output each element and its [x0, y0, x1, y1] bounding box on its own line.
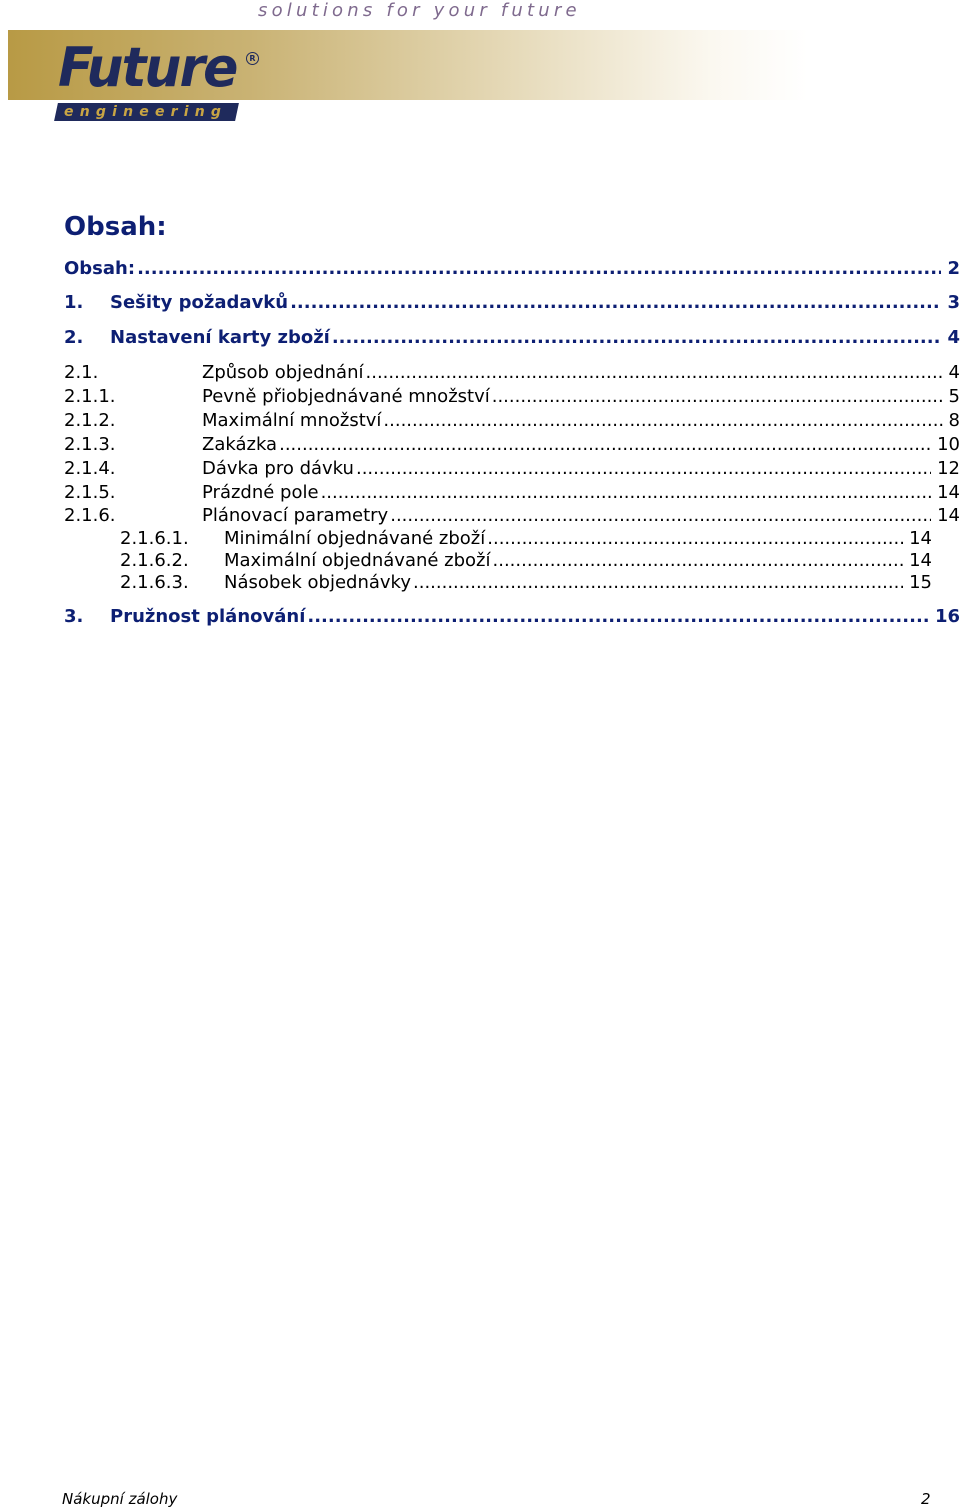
toc-entry-title: Způsob objednání: [202, 362, 364, 383]
toc-dot-leader: [492, 385, 943, 409]
toc-entry-number: 2.1.4.: [64, 458, 116, 479]
toc-entry[interactable]: [64, 527, 932, 551]
toc-entry-number: 2.1.6.2.: [120, 550, 189, 571]
toc-entry[interactable]: [64, 291, 960, 315]
toc-dot-leader: [137, 257, 941, 281]
toc-entry-number: 2.1.6.: [64, 505, 116, 526]
toc-entry-title: Obsah:: [64, 258, 136, 279]
toc-dot-leader: [390, 504, 931, 528]
toc-entry-number: 2.1.: [64, 362, 99, 383]
toc-entry-number: 2.: [64, 327, 84, 348]
toc-entry-number: 2.1.1.: [64, 386, 116, 407]
tagline: solutions for your future: [258, 0, 581, 21]
toc-dot-leader: [356, 457, 931, 481]
footer-document-name: Nákupní zálohy: [62, 1490, 178, 1508]
toc-entry-page: 14: [909, 550, 932, 571]
toc-entry-number: 2.1.6.1.: [120, 528, 189, 549]
toc-entry-title: Prázdné pole: [202, 482, 319, 503]
toc-entry-title: Pevně přiobjednávané množství: [202, 386, 490, 407]
toc-entry[interactable]: [64, 385, 960, 409]
toc-entry-title: Dávka pro dávku: [202, 458, 354, 479]
toc-entry-title: Násobek objednávky: [224, 572, 411, 593]
toc-entry-number: 2.1.5.: [64, 482, 116, 503]
toc-entry[interactable]: [64, 326, 960, 350]
toc-entry-page: 16: [934, 606, 960, 627]
toc-entry[interactable]: [64, 409, 960, 433]
toc-entry-page: 5: [948, 386, 960, 407]
toc-entry-title: Maximální množství: [202, 410, 382, 431]
toc-entry-title: Plánovací parametry: [202, 505, 389, 526]
toc-entry-page: 10: [937, 434, 960, 455]
toc-entry[interactable]: [64, 257, 960, 281]
logo-wordmark: Future: [58, 36, 237, 100]
toc-entry[interactable]: [64, 571, 932, 595]
toc-entry-page: 2: [947, 258, 960, 279]
toc-entry[interactable]: [64, 433, 960, 457]
toc-entry-page: 12: [937, 458, 960, 479]
toc-entry[interactable]: [64, 549, 932, 573]
toc-entry-page: 3: [947, 292, 960, 313]
toc-entry-page: 4: [947, 327, 960, 348]
toc-dot-leader: [332, 326, 942, 350]
toc-dot-leader: [307, 605, 929, 629]
toc-entry-page: 4: [948, 362, 960, 383]
toc-entry-title: Sešity požadavků: [110, 292, 289, 313]
toc-entry-page: 8: [948, 410, 960, 431]
toc-entry[interactable]: [64, 457, 960, 481]
toc-entry[interactable]: [64, 361, 960, 385]
company-logo: [56, 36, 270, 124]
toc-entry[interactable]: [64, 481, 960, 505]
logo-subtitle: engineering: [64, 104, 228, 120]
page-title: Obsah:: [64, 212, 167, 242]
toc-entry-number: 1.: [64, 292, 84, 313]
toc-entry-title: Nastavení karty zboží: [110, 327, 330, 348]
toc-dot-leader: [383, 409, 942, 433]
toc-dot-leader: [279, 433, 931, 457]
toc-entry-title: Pružnost plánování: [110, 606, 306, 627]
toc-entry-title: Minimální objednávané zboží: [224, 528, 486, 549]
toc-entry-page: 14: [937, 482, 960, 503]
toc-entry-page: 14: [909, 528, 932, 549]
toc-entry-page: 15: [909, 572, 932, 593]
toc-dot-leader: [366, 361, 943, 385]
toc-entry-page: 14: [937, 505, 960, 526]
toc-dot-leader: [487, 527, 903, 551]
toc-dot-leader: [321, 481, 932, 505]
toc-dot-leader: [290, 291, 941, 315]
toc-entry-title: Zakázka: [202, 434, 278, 455]
toc-entry[interactable]: [64, 605, 960, 629]
toc-entry-number: 2.1.2.: [64, 410, 116, 431]
toc-dot-leader: [493, 549, 904, 573]
toc-entry-number: 2.1.6.3.: [120, 572, 189, 593]
toc-entry-title: Maximální objednávané zboží: [224, 550, 491, 571]
toc-entry[interactable]: [64, 504, 960, 528]
toc-entry-number: 3.: [64, 606, 84, 627]
toc-entry-number: 2.1.3.: [64, 434, 116, 455]
registered-mark-icon: R: [246, 52, 259, 65]
toc-dot-leader: [413, 571, 903, 595]
footer-page-number: 2: [921, 1490, 931, 1508]
